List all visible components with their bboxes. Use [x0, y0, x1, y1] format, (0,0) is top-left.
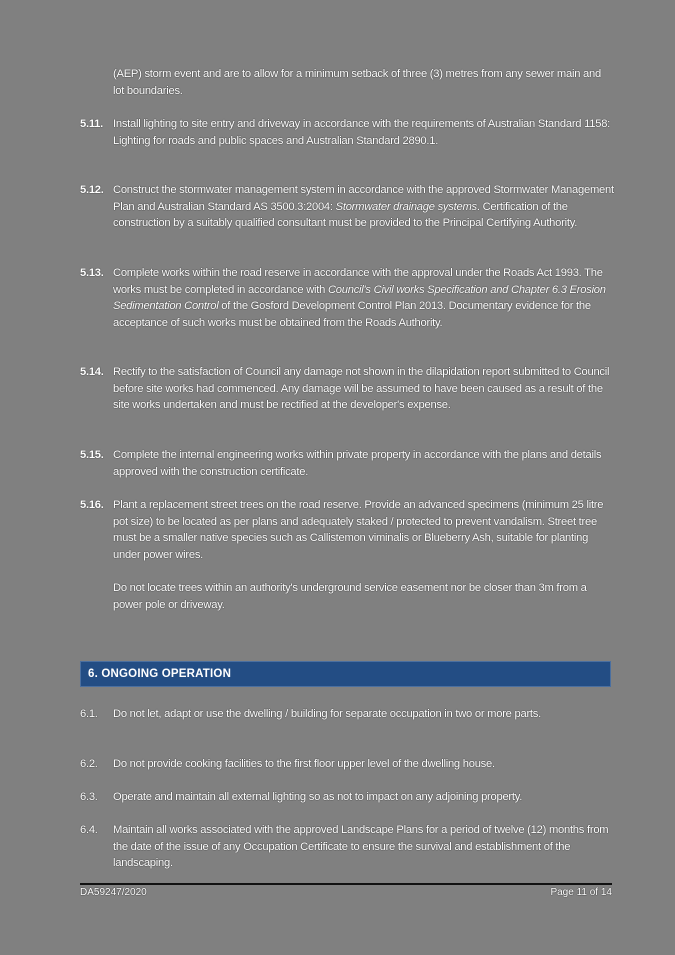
clause-text — [113, 182, 615, 232]
footer-page-number: Page 11 of 14 — [550, 887, 612, 898]
standard-title: Stormwater drainage systems — [335, 200, 477, 213]
clause-5-16-extra-paragraph: Do not locate trees within an authority's underground service easement nor be closer than 3m from a power pole or driveway. — [113, 582, 587, 611]
clause-text: Complete the internal engineering works within private property in accordance with the plans and details approved with the construction certificate. — [113, 449, 602, 478]
clause-6-3 — [80, 789, 615, 806]
clause-number: 5.15. — [80, 449, 104, 461]
clause-text-part: Construct the stormwater management system in accordance with the approved Stormwater Management Plan and Australian Standard AS 3500.3:2004: — [113, 184, 614, 213]
clause-number: 6.4. — [80, 824, 98, 836]
clause-number: 5.13. — [80, 267, 104, 279]
clause-6-1 — [80, 706, 615, 723]
clause-number: 6.1. — [80, 708, 98, 720]
clause-number: 5.11. — [80, 118, 104, 130]
clause-5-15 — [80, 447, 615, 480]
clause-text: Rectify to the satisfaction of Council any damage not shown in the dilapidation report submitted to Council before site works had commenced. Any damage will be assumed to have been caused as a result of the site works undertaken and must be rectified at the developer's expense. — [113, 366, 610, 412]
clause-5-14 — [80, 364, 615, 414]
footer-reference: DA59247/2020 — [80, 887, 147, 898]
clause-text: Maintain all works associated with the approved Landscape Plans for a period of twelve (12) months from the date of the issue of any Occupation Certificate to ensure the survival and establishment of the landscaping. — [113, 824, 609, 870]
clause-number: 6.2. — [80, 758, 98, 770]
clause-number: 6.3. — [80, 791, 98, 803]
clause-number: 5.14. — [80, 366, 104, 378]
clause-text: Plant a replacement street trees on the road reserve. Provide an advanced specimens (minimum 25 litre pot size) to be located as per plans and adequately staked / protected to prevent vandalism. Street tree must be a smaller native species such as Callistemon viminalis or Blueberry Ash, suitable for planting under power wires. — [113, 499, 604, 561]
clause-text-part: of the Gosford Development Control Plan 2013. Documentary evidence for the acceptance of such works must be obtained from the Roads Authority. — [113, 300, 591, 329]
specification-title: Council's Civil works Specification and Chapter 6.3 Erosion Sedimentation Control — [113, 283, 606, 313]
footer-divider — [80, 883, 612, 885]
continuation-paragraph: (AEP) storm event and are to allow for a minimum setback of three (3) metres from any sewer main and lot boundaries. — [113, 68, 601, 97]
clause-5-12 — [80, 182, 615, 232]
clause-number: 5.16. — [80, 499, 104, 511]
clause-5-16 — [80, 497, 615, 563]
clause-5-11 — [80, 116, 615, 149]
clause-6-2 — [80, 756, 615, 773]
clause-number: 5.12. — [80, 184, 104, 196]
clause-text — [113, 265, 615, 331]
clause-text-part: . Certification of the construction by a suitably qualified consultant must be provided to the Principal Certifying Authority. — [113, 200, 578, 230]
clause-5-13 — [80, 265, 615, 331]
clause-text: Install lighting to site entry and driveway in accordance with the requirements of Australian Standard 1158: Lighting for roads and public spaces and Australian Standard 2890.1. — [113, 118, 611, 147]
clause-text: Do not let, adapt or use the dwelling / building for separate occupation in two or more parts. — [113, 708, 541, 720]
clause-text: Operate and maintain all external lighting so as not to impact on any adjoining property. — [113, 791, 523, 803]
clause-6-4 — [80, 822, 615, 872]
clause-text: Do not provide cooking facilities to the first floor upper level of the dwelling house. — [113, 758, 495, 770]
section-heading: 6. ONGOING OPERATION — [88, 668, 232, 680]
section-heading-bar — [80, 661, 611, 687]
clause-text-part: Complete works within the road reserve in accordance with the approval under the Roads Act 1993. The works must be completed in accordance with — [113, 267, 603, 296]
